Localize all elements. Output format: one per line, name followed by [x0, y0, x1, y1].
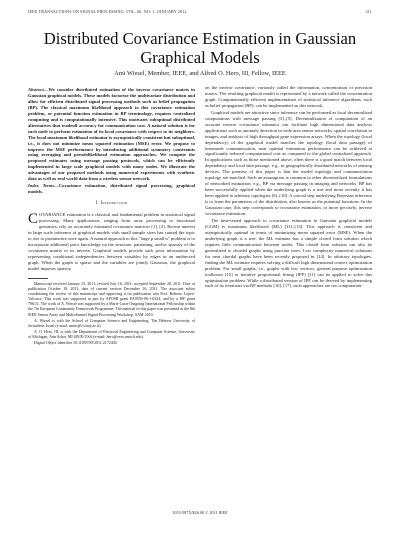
footnote-author-hero: A. O. Hero, III, is with the Department of Electrical Engineering and Computer Science, University of Michigan, Ann Arbor, MI 48109 USA (e-mail: hero@eecs.umich.edu).	[28, 329, 195, 340]
author-line: Ami Wiesel, Member, IEEE, and Alfred O. Hero, III, Fellow, IEEE	[114, 70, 286, 77]
intro-first-word: OVARIANCE	[39, 212, 66, 218]
index-terms-text: Covariance estimation, distributed signal processing, graphical models.	[28, 183, 195, 195]
footnote-divider	[28, 278, 48, 279]
intro-paragraph-text: estimation is a classical and fundamental problem in statistical signal processing. Many applications, ranging from array processing to functional genomics, rely on accurately estimated covariance matrices [1], [2]. Recent interest in large scale inference of graphical models with small sample sizes has caused the topic to rise to prominence once again. A natural approach to this "large p small n" problem is to incorporate additional prior knowledge on the structure, patterning, and/or sparsity of the covariance matrix or its inverse. Graphical models provide such prior information by representing conditional independencies between variables by edges in an undirected graph. When the graph is sparse and the variables are jointly Gaussian, the graphical model imposes sparsity	[28, 212, 195, 271]
body-paragraph: Graphical models are attractive since inference can be performed as local decentralized computations with message passing [3]–[5]. Decentralization of computation of an accurate inverse covariance estimator can facilitate high dimensional data analysis applications such as anomaly detection in wide area sensor networks, spatial correlation in images, and analysis of high throughput gene expression arrays. When the topology (local dependency) of the graphical model matches the topology (local data passage) of intermode communication, near optimal estimation performance can be achieved at significantly reduced computational cost as compared to the global centralized approach. In applications such as those mentioned above, often there is a good match between local dependency and local data passage, e.g., in geographically distributed networks of sensing devices. The premise of this paper is that the model topology and communication topology are matched. Such an assumption is common in other decentralized formulations of networked estimation, e.g., BP via message passing in imaging and networks. BP has been successfully applied when the underlying graph is a tree and more recently it has been applied to arbitrary topologies [6]–[10]. A crucial step underlying Bayesian inference is to learn the parameters of the distribution, also known as the potential functions. In the Gaussian case, this step corresponds to covariance estimation, or more precisely, inverse covariance estimation.	[205, 109, 372, 217]
left-column	[28, 87, 195, 347]
page-number: 211	[365, 9, 372, 14]
footnote-author-wiesel: A. Wiesel is with the School of Computer Science and Engineering, The Hebrew University of Jerusalem, Israel (e-mail: amiw@cs.huji.ac.il).	[28, 317, 195, 328]
journal-info: IEEE TRANSACTIONS ON SIGNAL PROCESSING, VOL. 60, NO. 1, JANUARY 2012	[28, 9, 187, 14]
index-terms-lead: Index Terms—	[28, 183, 59, 189]
index-terms	[28, 183, 195, 195]
section-heading-introduction: I. Introduction	[95, 201, 128, 207]
body-paragraph: on the inverse covariance, variously called the information, concentration or precision matrix. The resulting graphical model is represented by a network called the concentration graph. Computationally efficient implementation of statistical inference algorithms, such as belief propagation (BP), can be implemented on this network.	[205, 85, 372, 108]
intro-paragraph	[28, 212, 195, 272]
paper-title: Distributed Covariance Estimation in Gaussian Graphical Models	[43, 29, 357, 67]
abstract	[28, 87, 195, 182]
right-column	[205, 85, 372, 290]
body-paragraph: The time-tested approach to covariance estimation in Gaussian graphical models (GGM) is maximum likelihood (ML) [11]–[13]. This approach is consistent and asymptotically optimal in terms of minimizing mean squared error (MSE). When the underlying graph is a tree, the ML estimate has a simple closed form solution which requires little communication between nodes. This closed form solution can also be generalized to chordal graphs using junction trees. Low complexity numerical solutions for near chordal graphs have been recently proposed in [14]. In arbitrary topologies, finding the ML estimate requires solving a difficult high dimensional convex optimization problem. For small graphs, i.e., graphs with few vertices, general purpose optimization toolboxes [15] or iterative proportional fitting (IPF) [11] can be applied to solve this optimization problem. While a distributed version of IPF can be derived by implementing each of its iterations via BP methods [16], [17], such approaches are too computation-	[205, 217, 372, 289]
abstract-text: We consider distributed estimation of the inverse covariance matrix in Gaussian graphical models. These models factorize the multivariate distribution and allow for efficient distributed signal processing methods such as belief propagation (BP). The classical maximum likelihood approach to this covariance estimation problem, or potential function estimation in BP terminology, requires centralized computing and is computationally intensive. This motivates suboptimal distributed alternatives that tradeoff accuracy for communication cost. A natural solution is for each node to perform estimation of its local covariance with respect to its neighbors. The local maximum likelihood estimator is asymptotically consistent but suboptimal, i.e., it does not minimize mean squared estimation (MSE) error. We propose to improve the MSE performance by introducing additional symmetry constraints using averaging and pseudolikelihood estimation approaches. We compute the proposed estimates using message passing protocols, which can be efficiently implemented in large scale graphical models with many nodes. We illustrate the advantages of our proposed methods using numerical experiments with synthetic data as well as real world data from a wireless sensor network.	[28, 87, 195, 182]
footnote-manuscript: Manuscript received January 23, 2011; revised July 16, 2011; accepted September 28, 2011. Date of publication October 18, 2011; date of current version December 16, 2011. The associate editor coordinating the review of this manuscript and approving it for publication was Prof. Roberto Lopez-Valcarce. This work was supported in part by AFOSR grant FA9550-06-1-0324, and by a ISF grant 786/11. The work of A. Wiesel was supported by a Marie Curie Outgoing International Fellowship within the 7th European Community Framework Programme. The material in this paper was presented at the 8th IEEE Sensor Array and Multichannel Signal Processing Workshop, SAM-2010.	[28, 280, 195, 317]
abstract-lead: Abstract—	[28, 87, 49, 92]
footnote-doi: Digital Object Identifier 10.1109/TSP.2011.2172430	[34, 340, 117, 346]
running-header	[28, 9, 372, 17]
copyright-footer: 1053-587X/$26.00 © 2011 IEEE	[172, 510, 228, 515]
drop-cap-letter: C	[28, 211, 39, 228]
